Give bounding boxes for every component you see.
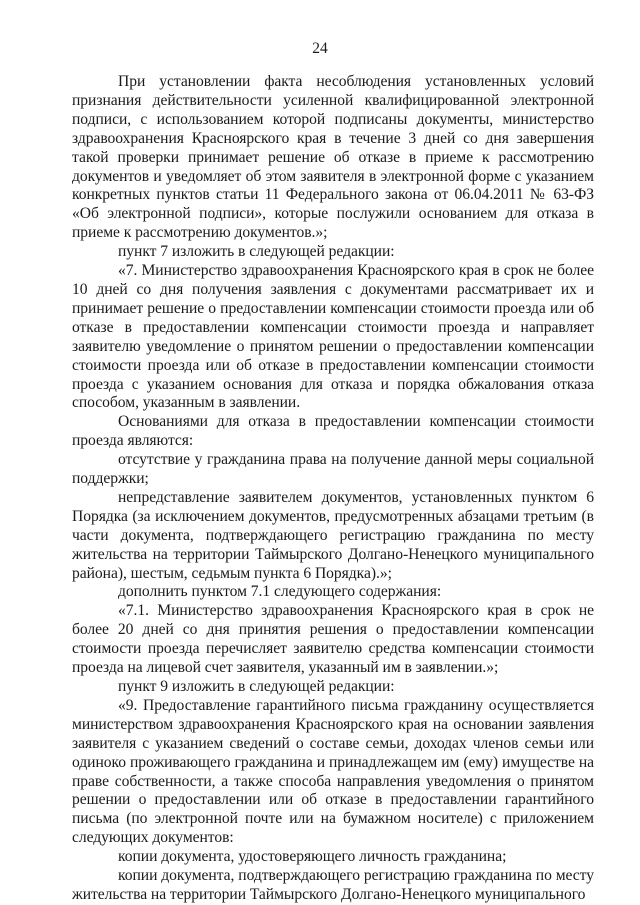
page-number: 24 (312, 40, 328, 57)
paragraph-ground-missing-documents: непредставление заявителем документов, установленных пунктом 6 Порядка (за исключением документов, предусмотренных абзацами третьим (в части документа, подтверждающего регистрацию гражданина по месту жительства на территории Таймырского Долгано-Ненецкого муниципального района), шестым, седьмым пункта 6 Порядка).»; (72, 488, 594, 582)
paragraph-identity-document: копии документа, удостоверяющего личность гражданина; (118, 848, 507, 866)
paragraph-item-9-intro: пункт 9 изложить в следующей редакции: (118, 678, 395, 695)
paragraph-item-7-1: «7.1. Министерство здравоохранения Красноярского края в срок не более 20 дней со дня принятия решения о предоставлении компенсации стоимости проезда перечисляет заявителю средства компенсации стоимости проезда на лицевой счет заявителя, указанный им в заявлении.»; (72, 602, 594, 677)
paragraph-item-9: «9. Предоставление гарантийного письма гражданину осуществляется министерством здравоохранения Красноярского края на основании заявления заявителя с указанием сведений о составе семьи, доходах членов семьи или одиноко проживающего гражданина и принадлежащем им (ему) имуществе на праве собственности, а также способа направления уведомления о принятом решении о предоставлении или об отказе в предоставлении гарантийного письма (по электронной почте или на бумажном носителе) с приложением следующих документов: (72, 696, 594, 847)
paragraph-signature-verification: При установлении факта несоблюдения установленных условий признания действительности усиленной квалифицированной электронной подписи, с использованием которой подписаны документы, министерство здравоохранения Красноярского края в течение 3 дней со дня завершения такой проверки принимает решение об отказе в приеме к рассмотрению документов и уведомляет об этом заявителя в электронной форме с указанием конкретных пунктов статьи 11 Федерального закона от 06.04.2011 № 63-ФЗ «Об электронной подписи», которые послужили основанием для отказа в приеме к рассмотрению документов.»; (72, 73, 594, 242)
document-body (72, 73, 594, 905)
paragraph-registration-document: копии документа, подтверждающего регистрацию гражданина по месту жительства на территории Таймырского Долгано-Ненецкого муниципального (72, 867, 594, 903)
paragraph-refusal-grounds: Основаниями для отказа в предоставлении компенсации стоимости проезда являются: (72, 413, 594, 450)
paragraph-item-7-intro: пункт 7 изложить в следующей редакции: (118, 243, 395, 261)
paragraph-ground-no-right: отсутствие у гражданина права на получение данной меры социальной поддержки; (72, 451, 594, 488)
paragraph-item-7-1-intro: дополнить пунктом 7.1 следующего содержания: (118, 583, 442, 601)
paragraph-item-7: «7. Министерство здравоохранения Красноярского края в срок не более 10 дней со дня получения заявления с документами рассматривает их и принимает решение о предоставлении компенсации стоимости проезда или об отказе в предоставлении компенсации стоимости проезда и направляет заявителю уведомление о принятом решении о предоставлении компенсации стоимости проезда или об отказе в предоставлении компенсации стоимости проезда с указанием основания для отказа и порядка обжалования отказа способом, указанным в заявлении. (72, 262, 594, 412)
